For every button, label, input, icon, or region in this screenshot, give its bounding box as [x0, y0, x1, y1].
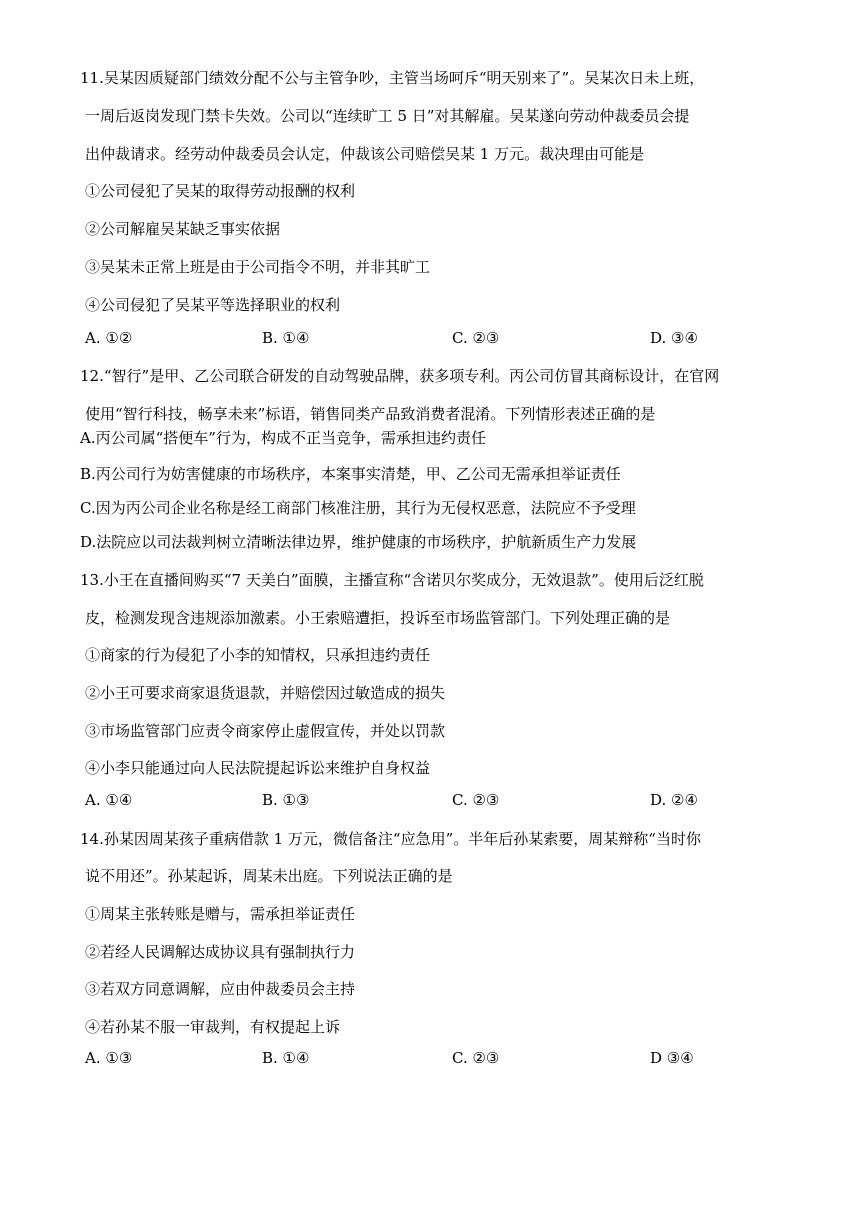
question-11-stem-line-2: 一周后返岗发现门禁卡失效。公司以“连续旷工 5 日”对其解雇。吴某遂向劳动仲裁委员会提 — [85, 107, 690, 125]
question-13-option-c: C. ②③ — [452, 791, 500, 809]
question-14-stem-line-2: 说不用还”。孙某起诉，周某未出庭。下列说法正确的是 — [85, 867, 453, 885]
question-14-option-c: C. ②③ — [452, 1049, 500, 1067]
question-13-item-3: ③市场监管部门应责令商家停止虚假宣传，并处以罚款 — [85, 722, 446, 740]
question-11-item-4: ④公司侵犯了吴某平等选择职业的权利 — [85, 296, 341, 314]
question-14-item-2: ②若经人民调解达成协议具有强制执行力 — [85, 943, 356, 961]
question-14-item-3: ③若双方同意调解，应由仲裁委员会主持 — [85, 980, 356, 998]
question-13-item-1: ①商家的行为侵犯了小李的知情权，只承担违约责任 — [85, 646, 431, 664]
question-14-item-1: ①周某主张转账是赠与，需承担举证责任 — [85, 905, 356, 923]
question-14-item-4: ④若孙某不服一审裁判，有权提起上诉 — [85, 1018, 341, 1036]
question-12-choice-c: C.因为丙公司企业名称是经工商部门核准注册，其行为无侵权恶意，法院应不予受理 — [80, 499, 636, 517]
question-12-stem-line-1: 12.“智行”是甲、乙公司联合研发的自动驾驶品牌，获多项专利。丙公司仿冒其商标设计，在官网 — [80, 367, 720, 385]
question-13-option-d: D. ②④ — [650, 791, 698, 809]
question-14-stem-line-1: 14.孙某因周某孩子重病借款 1 万元，微信备注“应急用”。半年后孙某索要，周某辩称“当时你 — [80, 830, 701, 848]
question-12-stem-line-2: 使用“智行科技，畅享未来”标语，销售同类产品致消费者混淆。下列情形表述正确的是 — [85, 405, 656, 423]
question-11-item-1: ①公司侵犯了吴某的取得劳动报酬的权利 — [85, 182, 356, 200]
question-13-option-b: B. ①③ — [262, 791, 310, 809]
question-11-option-a: A. ①② — [85, 329, 133, 347]
question-11-stem-line-3: 出仲裁请求。经劳动仲裁委员会认定，仲裁该公司赔偿吴某 1 万元。裁决理由可能是 — [85, 145, 645, 163]
question-13-option-a: A. ①④ — [85, 791, 133, 809]
question-12-choice-d: D.法院应以司法裁判树立清晰法律边界，维护健康的市场秩序，护航新质生产力发展 — [80, 533, 637, 551]
question-14-option-b: B. ①④ — [262, 1049, 310, 1067]
question-13-item-4: ④小李只能通过向人民法院提起诉讼来维护自身权益 — [85, 759, 431, 777]
question-11-option-b: B. ①④ — [262, 329, 310, 347]
question-11-item-2: ②公司解雇吴某缺乏事实依据 — [85, 220, 281, 238]
question-11-item-3: ③吴某未正常上班是由于公司指令不明，并非其旷工 — [85, 258, 431, 276]
question-11-stem-line-1: 11.吴某因质疑部门绩效分配不公与主管争吵，主管当场呵斥“明天别来了”。吴某次日未上班， — [80, 69, 705, 87]
question-12-choice-b: B.丙公司行为妨害健康的市场秩序，本案事实清楚，甲、乙公司无需承担举证责任 — [80, 465, 621, 483]
question-13-stem-line-1: 13.小王在直播间购买“7 天美白”面膜，主播宣称“含诺贝尔奖成分，无效退款”。使用后泛红脱 — [80, 571, 704, 589]
question-14-option-d: D ③④ — [650, 1049, 694, 1067]
question-11-option-c: C. ②③ — [452, 329, 500, 347]
question-14-option-a: A. ①③ — [85, 1049, 133, 1067]
question-12-choice-a: A.丙公司属“搭便车”行为，构成不正当竞争，需承担违约责任 — [80, 429, 486, 447]
question-11-option-d: D. ③④ — [650, 329, 698, 347]
question-13-stem-line-2: 皮，检测发现含违规添加激素。小王索赔遭拒，投诉至市场监管部门。下列处理正确的是 — [85, 609, 671, 627]
question-13-item-2: ②小王可要求商家退货退款，并赔偿因过敏造成的损失 — [85, 684, 446, 702]
